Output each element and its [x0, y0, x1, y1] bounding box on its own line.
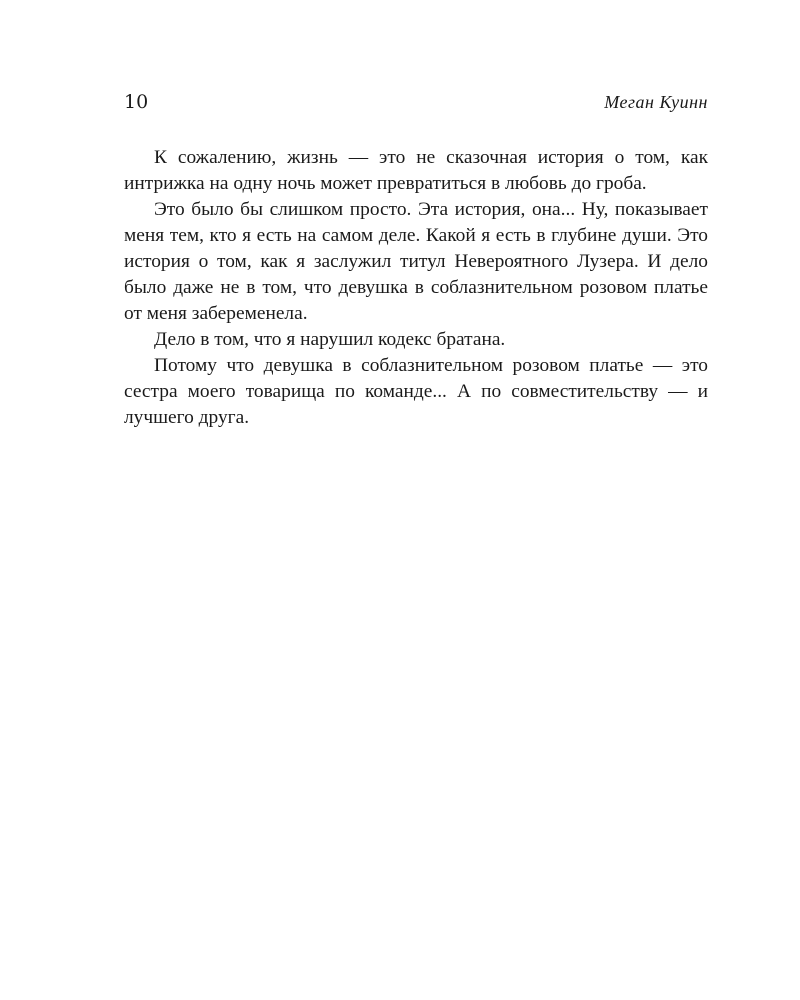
body-text — [124, 145, 708, 431]
paragraph: Это было бы слишком просто. Эта история, она... Ну, показывает меня тем, кто я есть на самом деле. Какой я есть в глубине души. Это история о том, как я заслужил титул Невероятного Лузера. И дело было даже не в том, что девушка в соблазнительном розовом платье от меня забеременела. — [124, 199, 708, 324]
paragraph: Дело в том, что я нарушил кодекс братана. — [154, 329, 506, 350]
page-number: 10 — [124, 91, 149, 113]
paragraph: Потому что девушка в соблазнительном розовом платье — это сестра моего товарища по команде... А по совместительству — и лучшего друга. — [124, 355, 708, 428]
paragraph: К сожалению, жизнь — это не сказочная история о том, как интрижка на одну ночь может превратиться в любовь до гроба. — [124, 147, 708, 194]
running-title: Меган Куинн — [604, 92, 708, 112]
running-head — [124, 88, 708, 116]
